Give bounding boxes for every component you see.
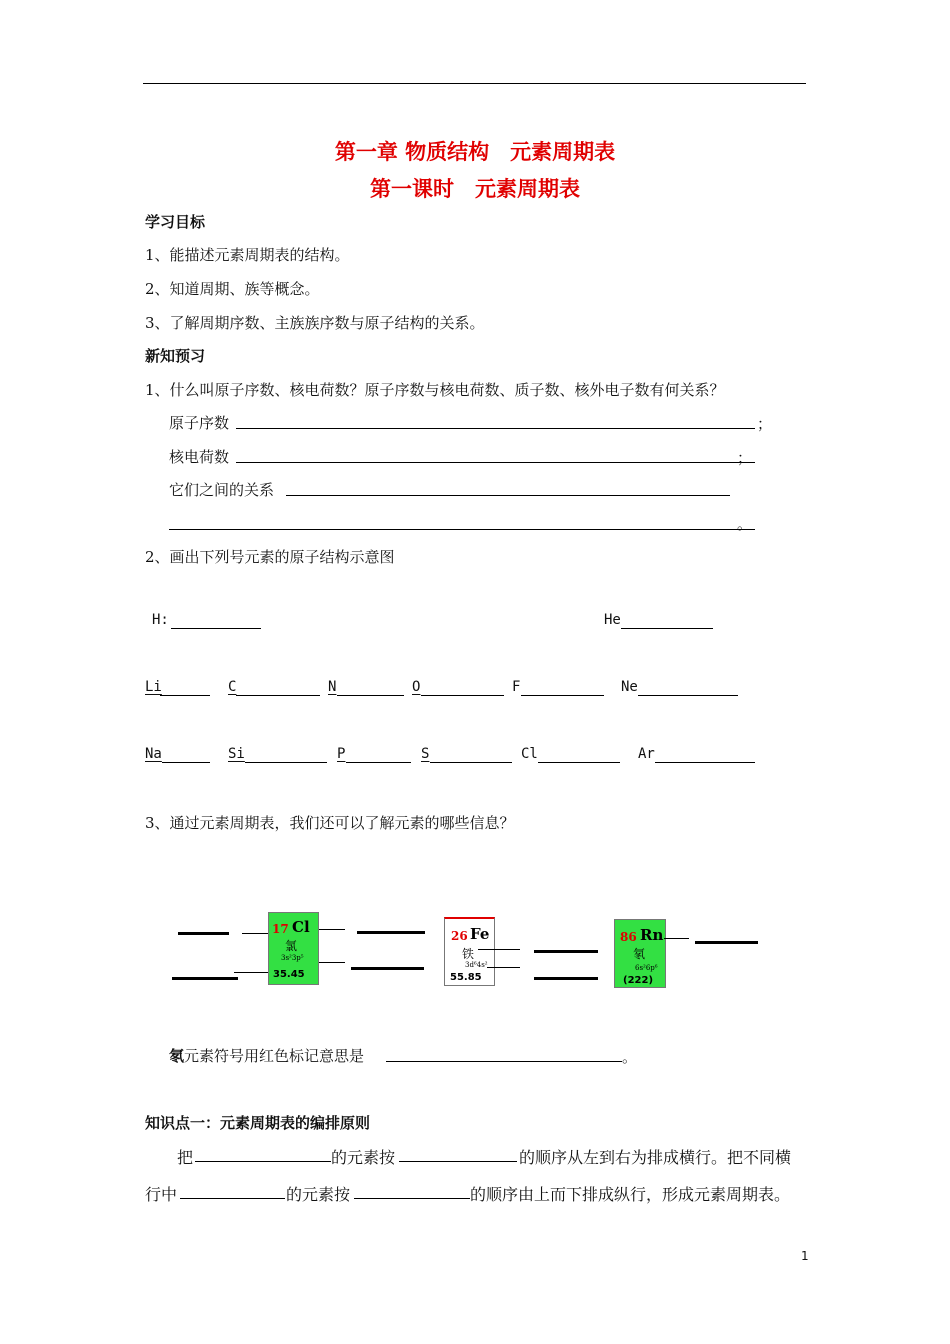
preview-heading: 新知预习 xyxy=(145,347,206,365)
element-label-na: Na xyxy=(145,746,162,762)
q1-period: 。 xyxy=(737,515,753,533)
objective-item-2: 2、知道周期、族等概念。 xyxy=(145,280,320,298)
k1-p2-c: 的顺序由上而下排成纵行，形成元素周期表。 xyxy=(470,1185,791,1204)
rn-note-text: 元素符号用红色标记意思是 xyxy=(184,1047,365,1065)
q1-atomic-number-blank[interactable] xyxy=(236,428,755,429)
f-blank[interactable] xyxy=(521,695,604,696)
element-label-n: N xyxy=(328,679,337,695)
na-blank[interactable] xyxy=(162,762,210,763)
cl-atomic-number: 17 xyxy=(272,922,289,936)
q1-semicolon-2: ； xyxy=(737,449,753,467)
cl-symbol: Cl xyxy=(292,918,310,936)
objectives-heading: 学习目标 xyxy=(145,213,206,231)
rn-symbol: Rn xyxy=(640,926,664,944)
element-label-li: Li xyxy=(145,679,162,695)
page-number: 1 xyxy=(801,1249,809,1263)
element-card-rn xyxy=(614,919,666,988)
p-blank[interactable] xyxy=(346,762,411,763)
header-rule xyxy=(143,83,806,84)
objective-item-3: 3、了解周期序数、主族族序数与原子结构的关系。 xyxy=(145,314,485,332)
k1-blank-2[interactable] xyxy=(399,1161,517,1162)
element-label-cl: Cl xyxy=(521,746,538,762)
fe-name: 铁 xyxy=(462,947,475,961)
element-label-si: Si xyxy=(228,746,245,762)
cl-pointer-line-4 xyxy=(317,962,345,963)
k1-p1-a: 把 xyxy=(177,1148,194,1167)
rn-config: 6s²6p⁶ xyxy=(635,964,658,972)
o-blank[interactable] xyxy=(421,695,504,696)
cl-blank[interactable] xyxy=(538,762,620,763)
n-blank[interactable] xyxy=(337,695,404,696)
cl-answer-line-3[interactable] xyxy=(357,931,425,934)
rn-note-blank[interactable] xyxy=(386,1061,622,1062)
k1-blank-1[interactable] xyxy=(195,1161,331,1162)
knowledge-1-heading: 知识点一：元素周期表的编排原则 xyxy=(145,1114,371,1132)
objective-item-1: 1、能描述元素周期表的结构。 xyxy=(145,246,350,264)
fe-answer-line-2[interactable] xyxy=(534,977,598,980)
element-label-ar: Ar xyxy=(638,746,655,762)
h-blank[interactable] xyxy=(171,628,261,629)
k1-blank-4[interactable] xyxy=(354,1198,470,1199)
cl-mass: 35.45 xyxy=(273,969,305,980)
q1-atomic-number-label: 原子序数 xyxy=(169,414,230,432)
element-label-s: S xyxy=(421,746,430,762)
cl-pointer-line-1 xyxy=(242,933,268,934)
he-blank[interactable] xyxy=(621,628,713,629)
cl-answer-line-2[interactable] xyxy=(172,977,238,980)
cl-config: 3s²3p⁵ xyxy=(281,954,304,962)
element-card-fe xyxy=(444,917,495,986)
rn-atomic-number: 86 xyxy=(620,930,637,944)
element-label-p: P xyxy=(337,746,346,762)
rn-mass: (222) xyxy=(623,975,654,986)
question-3: 3、通过元素周期表，我们还可以了解元素的哪些信息？ xyxy=(145,814,515,832)
q1-relation-blank[interactable] xyxy=(286,495,730,496)
rn-name: 氡 xyxy=(633,947,646,961)
fe-atomic-number: 26 xyxy=(451,929,468,943)
fe-pointer-line-1 xyxy=(478,949,520,950)
fe-symbol: Fe xyxy=(470,925,490,943)
element-label-h: H: xyxy=(152,612,169,628)
q1-nuclear-charge-label: 核电荷数 xyxy=(169,448,230,466)
element-card-cl xyxy=(268,912,319,985)
rn-answer-line[interactable] xyxy=(695,941,758,944)
rn-note-prefix: 氡 xyxy=(169,1047,185,1065)
fe-mass: 55.85 xyxy=(450,972,482,983)
fe-answer-line-1[interactable] xyxy=(534,950,598,953)
c-blank[interactable] xyxy=(236,695,320,696)
chapter-title: 第一章 物质结构 元素周期表 xyxy=(334,139,616,164)
cl-answer-line-1[interactable] xyxy=(178,932,229,935)
k1-p1-c: 的顺序从左到右为排成横行。把不同横 xyxy=(519,1148,792,1167)
cl-answer-line-4[interactable] xyxy=(351,967,424,970)
k1-p2-a: 行中 xyxy=(145,1185,178,1204)
cl-pointer-line-3 xyxy=(317,929,345,930)
q1-relation-blank-2[interactable] xyxy=(169,529,755,530)
element-label-ne: Ne xyxy=(621,679,638,695)
k1-p2-b: 的元素按 xyxy=(286,1185,351,1204)
ne-blank[interactable] xyxy=(638,695,738,696)
question-1: 1、什么叫原子序数、核电荷数？原子序数与核电荷数、质子数、核外电子数有何关系？ xyxy=(145,381,725,399)
element-label-o: O xyxy=(412,679,421,695)
q1-semicolon-1: ； xyxy=(757,415,773,433)
lesson-title: 第一课时 元素周期表 xyxy=(370,176,580,201)
k1-p1-b: 的元素按 xyxy=(331,1148,396,1167)
fe-pointer-line-2 xyxy=(487,967,520,968)
q1-relation-label: 它们之间的关系 xyxy=(169,481,275,499)
rn-note-end: 。 xyxy=(622,1048,638,1066)
element-label-c: C xyxy=(228,679,237,695)
element-label-f: F xyxy=(512,679,521,695)
s-blank[interactable] xyxy=(430,762,512,763)
cl-pointer-line-2 xyxy=(234,972,268,973)
cl-name: 氯 xyxy=(285,939,298,953)
si-blank[interactable] xyxy=(245,762,327,763)
rn-note xyxy=(169,1045,364,1066)
element-label-he: He xyxy=(604,612,621,628)
li-blank[interactable] xyxy=(160,695,210,696)
fe-config: 3d⁶4s² xyxy=(465,961,488,969)
ar-blank[interactable] xyxy=(655,762,755,763)
question-2: 2、画出下列号元素的原子结构示意图 xyxy=(145,548,395,566)
q1-nuclear-charge-blank[interactable] xyxy=(236,462,755,463)
k1-blank-3[interactable] xyxy=(180,1198,285,1199)
rn-pointer-line xyxy=(664,938,689,939)
